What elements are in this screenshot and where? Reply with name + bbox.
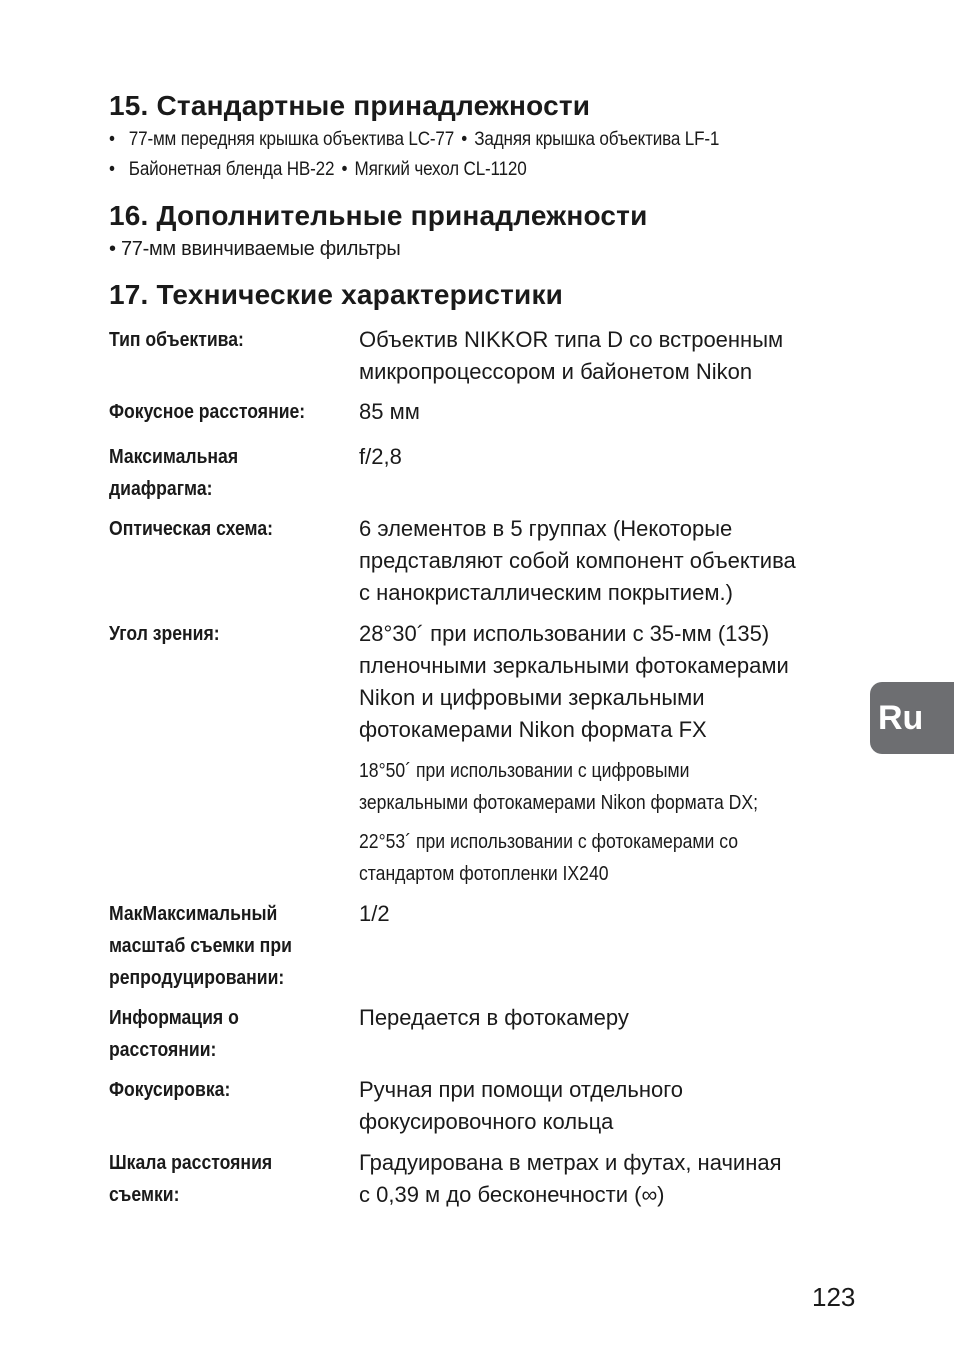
value-line: 28°30´ при использовании с 35-мм (135) xyxy=(359,621,770,646)
spec-label-reproduction-ratio xyxy=(109,898,325,994)
value-line: пленочными зеркальными фотокамерами xyxy=(359,653,789,678)
label-line: диафрагма: xyxy=(109,478,213,500)
language-tab: Ru xyxy=(870,682,954,754)
spec-label-lens-type xyxy=(109,324,325,356)
spec-value-reproduction-ratio xyxy=(359,898,839,930)
value-line: Градуирована в метрах и футах, начиная xyxy=(359,1150,782,1175)
label-line: масштаб съемки при xyxy=(109,935,292,957)
label-line: Угол зрения: xyxy=(109,623,220,645)
spec-value-focal-length xyxy=(359,396,839,428)
value-line: с 0,39 м до бесконечности (∞) xyxy=(359,1182,665,1207)
value-line: Объектив NIKKOR типа D со встроенным xyxy=(359,327,784,352)
bullet: • xyxy=(341,159,348,180)
value-line: 22°53´ при использовании с фотокамерами со xyxy=(359,831,739,853)
value-line: f/2,8 xyxy=(359,444,402,469)
bullet: • xyxy=(461,129,468,150)
accessory-item: Байонетная бленда HB-22 xyxy=(128,159,335,180)
accessory-line-2 xyxy=(109,159,527,181)
label-line: Шкала расстояния xyxy=(109,1152,273,1174)
spec-label-optical-scheme xyxy=(109,513,325,545)
spec-value-angle-of-view xyxy=(359,618,839,746)
spec-value-optical-scheme xyxy=(359,513,839,609)
accessory-item: Мягкий чехол CL-1120 xyxy=(354,159,527,180)
label-line: МакМаксимальный xyxy=(109,903,278,925)
section-17-title: 17. Технические характеристики xyxy=(109,279,564,310)
spec-label-focal-length xyxy=(109,396,325,428)
section-15-title: 15. Стандартные принадлежности xyxy=(109,90,591,121)
label-line: расстоянии: xyxy=(109,1039,217,1061)
value-line: 6 элементов в 5 группах (Некоторые xyxy=(359,516,733,541)
value-line: фотокамерами Nikon формата FX xyxy=(359,717,707,742)
optional-accessory-item: • 77-мм ввинчиваемые фильтры xyxy=(109,238,401,260)
value-line: Ручная при помощи отдельного xyxy=(359,1077,684,1102)
spec-label-max-aperture xyxy=(109,441,325,505)
spec-value-distance-scale xyxy=(359,1147,839,1211)
spec-label-distance-scale xyxy=(109,1147,325,1211)
value-line: 18°50´ при использовании с цифровыми xyxy=(359,760,690,782)
value-line: стандартом фотопленки IX240 xyxy=(359,863,609,885)
label-line: съемки: xyxy=(109,1184,180,1206)
spec-label-angle-of-view xyxy=(109,618,325,650)
value-line: зеркальными фотокамерами Nikon формата DX; xyxy=(359,792,758,814)
spec-value-focusing xyxy=(359,1074,839,1138)
spec-value-angle-of-view-dx xyxy=(359,755,781,819)
spec-value-lens-type xyxy=(359,324,839,388)
spec-value-angle-of-view-ix240 xyxy=(359,826,781,890)
value-line: Nikon и цифровыми зеркальными xyxy=(359,685,705,710)
value-line: Передается в фотокамеру xyxy=(359,1005,629,1030)
value-line: 85 мм xyxy=(359,399,420,424)
value-line: представляют собой компонент объектива xyxy=(359,548,796,573)
value-line: с нанокристаллическим покрытием.) xyxy=(359,580,733,605)
section-16-title: 16. Дополнительные принадлежности xyxy=(109,200,648,231)
page-number: 123 xyxy=(812,1282,856,1312)
bullet: • xyxy=(109,159,115,180)
spec-label-distance-info xyxy=(109,1002,325,1066)
spec-value-distance-info xyxy=(359,1002,839,1034)
label-line: Оптическая схема: xyxy=(109,518,273,540)
spec-value-max-aperture xyxy=(359,441,839,473)
accessory-item: 77-мм передняя крышка объектива LC-77 xyxy=(128,129,455,150)
label-line: Информация о xyxy=(109,1007,239,1029)
accessory-line-1 xyxy=(109,129,719,151)
value-line: 1/2 xyxy=(359,901,390,926)
label-line: репродуцировании: xyxy=(109,967,285,989)
accessory-item: Задняя крышка объектива LF-1 xyxy=(474,129,720,150)
label-line: Фокусное расстояние: xyxy=(109,401,306,423)
label-line: Фокусировка: xyxy=(109,1079,231,1101)
label-line: Максимальная xyxy=(109,446,239,468)
bullet: • xyxy=(109,129,115,150)
spec-label-focusing xyxy=(109,1074,325,1106)
label-line: Тип объектива: xyxy=(109,329,244,351)
value-line: фокусировочного кольца xyxy=(359,1109,614,1134)
value-line: микропроцессором и байонетом Nikon xyxy=(359,359,753,384)
